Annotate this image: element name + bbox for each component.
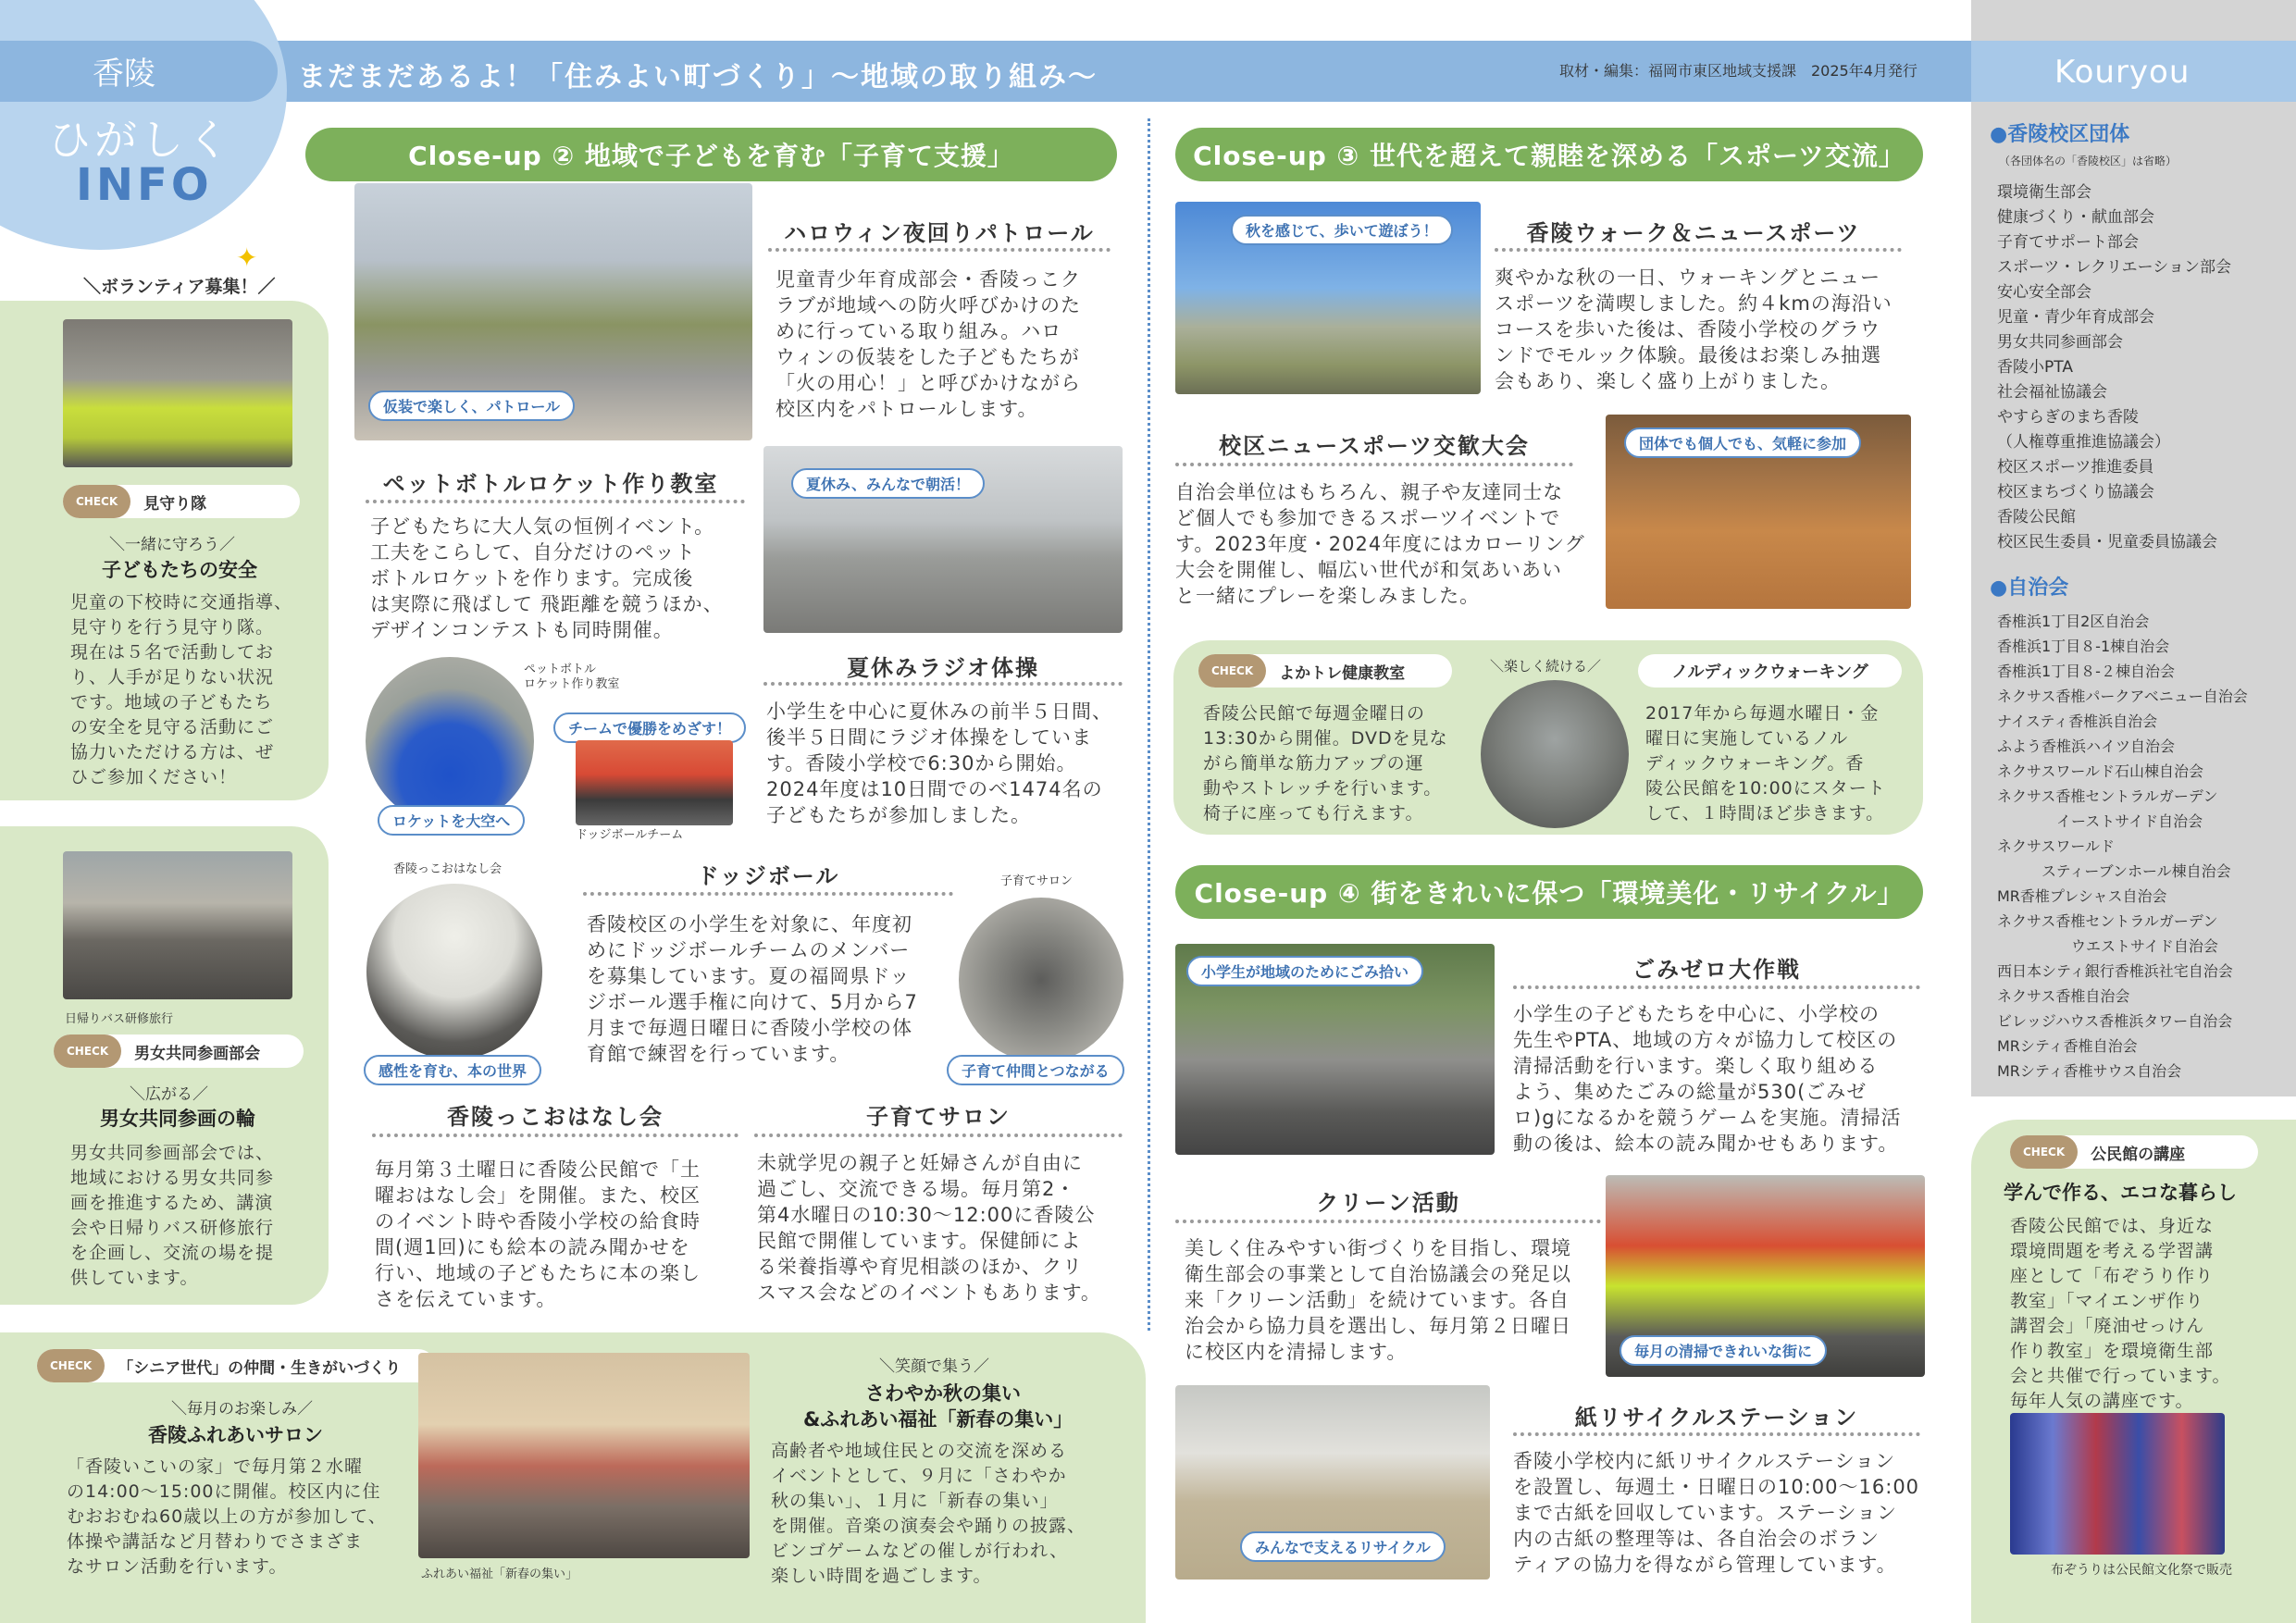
rocket-caption: ロケットを大空へ <box>378 805 525 836</box>
kouza-body: 香陵公民館では、身近な 環境問題を考える学習講 座として「布ぞうり作り 教室」「マイエンザ作り 講習会」「廃油せっけん 作り教室」を環境衛生部 会と共催で行っています。 毎年人気の講座です。 <box>2010 1216 2231 1411</box>
check-senior: CHECK 「シニア世代」の仲間・生きがいづくり <box>37 1349 435 1382</box>
walk-body: 爽やかな秋の一日、ウォーキングとニュー スポーツを満喫しました。約４kmの海沿い コースを歩いた後は、香陵小学校のグラウ ンドでモルック体験。最後はお楽しみ抽選 会もあり、楽しく盛り上がりました。 <box>1495 266 1893 392</box>
nordic-body: 2017年から毎週水曜日・金 曜日に実施しているノル ディックウォーキング。香 陵公民館を10:00にスタート して、１時間ほど歩きます。 <box>1645 703 1886 824</box>
side-header-title: Kouryou <box>2054 54 2191 91</box>
paper-body: 香陵小学校内に紙リサイクルステーション を設置し、毎週土・日曜日の10:00〜16:00 まで古紙を回収しています。ステーション 内の古紙の整理等は、各自治会のボラン ティアの協力を得ながら管理しています。 <box>1513 1450 1920 1576</box>
rocket-title: ペットボトルロケット作り教室 <box>382 471 719 497</box>
side-groups-list: 環境衛生部会 健康づくり・献血部会 子育てサポート部会 スポーツ・レクリエーション部会 安心安全部会 児童・青少年育成部会 男女共同参画部会 香陵小PTA 社会福祉協議会 やすらぎのまち香陵 （人権尊重推進協議会） 校区スポーツ推進委員 校区まちづくり協議会 香陵公民館 校区民生委員・児童委員協議会 <box>1997 183 2231 551</box>
dodge-body: 香陵校区の小学生を対象に、年度初 めにドッジボールチームのメンバー を募集しています。夏の福岡県ドッ ジボール選手権に向けて、5月から7 月まで毎週日曜日に香陵小学校の体 育館で練習を行っています。 <box>587 913 918 1065</box>
senior-body2: 高齢者や地域住民との交流を深める イベントとして、９月に「さわやか 秋の集い」、１月に「新春の集い」 を開催。音楽の演奏会や踊りの披露、 ビンゴゲームなどの催しが行われ、 楽しい時間を過ごします。 <box>771 1441 1086 1586</box>
yokatore-sub: ＼楽しく続ける／ <box>1490 658 1602 675</box>
divider <box>1513 985 1920 989</box>
kouza-photo-caption: 布ぞうりは公民館文化祭で販売 <box>2051 1563 2232 1578</box>
divider <box>366 500 745 503</box>
check-yokatore: CHECK よかトレ健康教室 <box>1198 654 1452 688</box>
dodge-photo <box>576 740 733 825</box>
newsports-caption: 団体でも個人でも、気軽に参加 <box>1624 427 1861 458</box>
danjo-title: 男女共同参画の輪 <box>100 1108 255 1130</box>
salon-caption: 子育て仲間とつながる <box>947 1055 1124 1085</box>
volunteer-label: ＼ボランティア募集！／ <box>83 277 276 297</box>
salon-body: 未就学児の親子と妊婦さんが自由に 過ごし、交流できる場。毎月第2・ 第4水曜日の10:30〜12:00に香陵公 民館で開催しています。保健師によ る栄養指導や育児相談のほか、クリ スマス会などのイベントもあります。 <box>757 1152 1101 1304</box>
divider <box>583 892 953 896</box>
divider <box>1175 1220 1601 1223</box>
divider <box>1175 463 1573 466</box>
yokatore-body: 香陵公民館で毎週金曜日の 13:30から開催。DVDを見な がら簡単な筋力アップの運 動やストレッチを行います。 椅子に座っても行えます。 <box>1203 703 1448 824</box>
divider <box>768 248 1111 252</box>
senior-title2b: &ふれあい福祉「新春の集い」 <box>803 1408 1074 1431</box>
walk-title: 香陵ウォーク＆ニュースポーツ <box>1526 220 1861 246</box>
clean-title: クリーン活動 <box>1316 1190 1460 1216</box>
nordic-photo <box>1481 680 1629 828</box>
side-councils-heading: ●自治会 <box>1990 576 2069 600</box>
ohanashi-caption: 感性を育む、本の世界 <box>364 1055 541 1085</box>
salon-title: 子育てサロン <box>866 1104 1011 1130</box>
nordic-tag: ノルディックウォーキング <box>1638 654 1902 688</box>
mimamori-photo <box>63 319 292 467</box>
side-groups-note: （各団体名の「香陵校区」は省略） <box>1999 155 2178 167</box>
mimamori-body: 児童の下校時に交通指導、 見守りを行う見守り隊。 現在は５名で活動してお り、人手が足りない状況 です。地域の子どもたち の安全を見守る活動にご 協力いただける方は、ぜ ひご参加ください！ <box>70 592 293 787</box>
dodge-caption: チームで優勝をめざす！ <box>553 712 746 743</box>
newsports-title: 校区ニュースポーツ交歓大会 <box>1219 433 1530 459</box>
danjo-sub: ＼広がる／ <box>130 1085 208 1104</box>
senior-photo-caption: ふれあい福祉「新春の集い」 <box>421 1567 578 1581</box>
volunteer-sparkle-icon: ✦ <box>236 242 258 273</box>
kouza-title: 学んで作る、エコな暮らし <box>2004 1182 2237 1204</box>
gomi-body: 小学生の子どもたちを中心に、小学校の 先生やPTA、地域の方々が協力して校区の 清掃活動を行います。楽しく取り組める よう、集めたごみの総量が530(ごみゼ ロ)gになるかを競うゲームを実施。清掃活 動の後は、絵本の読み聞かせもあります。 <box>1513 1003 1902 1155</box>
divider <box>1513 1432 1920 1436</box>
check-kouza: CHECK 公民館の講座 <box>2010 1135 2258 1169</box>
rocket-body: 子どもたちに大人気の恒例イベント。 工夫をこらして、自分だけのペット ボトルロケットを作ります。完成後 は実際に飛ばして 飛距離を競うほか、 デザインコンテストも同時開催。 <box>370 515 724 641</box>
dodge-label: ドッジボールチーム <box>576 828 684 842</box>
senior-photo <box>418 1353 750 1558</box>
rocket-photo <box>366 657 534 825</box>
brand-hiragana: ひがしく <box>48 115 233 165</box>
salon-photo <box>959 898 1123 1062</box>
divider <box>754 1134 1123 1137</box>
ohanashi-title: 香陵っこおはなし会 <box>447 1104 664 1130</box>
senior-title: 香陵ふれあいサロン <box>148 1424 323 1446</box>
page-title: まだまだあるよ！「住みよい町づくり」〜地域の取り組み〜 <box>298 61 1098 93</box>
senior-sub2: ＼笑顔で集う／ <box>879 1357 989 1376</box>
check-danjo: CHECK 男女共同参画部会 <box>54 1035 304 1068</box>
divider <box>1495 248 1902 252</box>
danjo-photo-caption: 日帰りバス研修旅行 <box>65 1012 174 1026</box>
senior-sub: ＼毎月のお楽しみ／ <box>171 1400 313 1419</box>
salon-label: 子育てサロン <box>1000 874 1074 888</box>
senior-body: 「香陵いこいの家」で毎月第２水曜 の14:00〜15:00に開催。校区内に住 むおおむね60歳以上の方が参加して、 体操や講話など月替わりでさまざま なサロン活動を行います。 <box>67 1456 387 1577</box>
column-divider <box>1148 118 1150 1331</box>
ohanashi-photo <box>366 884 542 1059</box>
halloween-body: 児童青少年育成部会・香陵っこク ラブが地域への防火呼びかけのた めに行っている取り組み。ハロ ウィンの仮装をした子どもたちが 「火の用心！」と呼びかけながら 校区内をパトロールします。 <box>776 268 1081 420</box>
divider <box>763 682 1123 686</box>
dodge-title: ドッジボール <box>696 863 840 889</box>
danjo-body: 男女共同参画部会では、 地域における男女共同参 画を推進するため、講演 会や日帰りバス研修旅行 を企画し、交流の場を提 供しています。 <box>70 1143 275 1288</box>
kouza-photo <box>2010 1413 2225 1555</box>
walk-caption: 秋を感じて、歩いて遊ぼう！ <box>1231 215 1453 245</box>
mimamori-sub: ＼一緒に守ろう／ <box>109 536 235 554</box>
paper-caption: みんなで支えるリサイクル <box>1240 1531 1446 1562</box>
halloween-caption: 仮装で楽しく、パトロール <box>368 390 575 421</box>
mimamori-title: 子どもたちの安全 <box>102 559 257 581</box>
radio-caption: 夏休み、みんなで朝活！ <box>791 468 985 499</box>
radio-title: 夏休みラジオ体操 <box>847 655 1039 681</box>
side-councils-list: 香椎浜1丁目2区自治会 香椎浜1丁目８-1棟自治会 香椎浜1丁目８-２棟自治会 ネクサス香椎パークアベニュー自治会 ナイスティ香椎浜自治会 ふよう香椎浜ハイツ自治会 ネクサスワールド石山棟自治会 ネクサス香椎セントラルガーデン イーストサイド自治会 ネクサスワールド スティーブンホール棟自治会 MR香椎プレシャス自治会 ネクサス香椎セントラルガーデン ウエストサイド自治会 西日本シティ銀行香椎浜社宅自治会 ネクサス香椎自治会 ビレッジハウス香椎浜タワー自治会 MRシティ香椎自治会 MRシティ香椎サウス自治会 <box>1997 613 2248 1080</box>
paper-title: 紙リサイクルステーション <box>1574 1405 1859 1431</box>
gomi-caption: 小学生が地域のためにごみ拾い <box>1186 956 1423 986</box>
side-groups-heading: ●香陵校区団体 <box>1990 123 2130 146</box>
senior-title2a: さわやか秋の集い <box>865 1382 1021 1405</box>
closeup3-banner: Close-up ③ 世代を超えて親睦を深める「スポーツ交流」 <box>1175 128 1923 181</box>
clean-body: 美しく住みやすい街づくりを目指し、環境 衛生部会の事業として自治協議会の発足以 来「クリーン活動」を続けています。各自 治会から協力員を選出し、毎月第２日曜日 に校区内を清掃します。 <box>1185 1237 1571 1363</box>
closeup2-banner: Close-up ② 地域で子どもを育む「子育て支援」 <box>305 128 1117 181</box>
newsports-body: 自治会単位はもちろん、親子や友達同士な ど個人でも参加できるスポーツイベントで す。2023年度・2024年度にはカローリング 大会を開催し、幅広い世代が和気あいあい と一緒にプレーを楽しみました。 <box>1175 481 1585 607</box>
check-mimamori: CHECK 見守り隊 <box>63 485 300 518</box>
halloween-title: ハロウィン夜回りパトロール <box>784 220 1095 246</box>
ohanashi-label: 香陵っこおはなし会 <box>393 862 503 876</box>
brand-label: 香陵 <box>93 56 155 93</box>
credit-line: 取材・編集：福岡市東区地域支援課 2025年4月発行 <box>1559 62 1917 80</box>
divider <box>372 1134 738 1137</box>
closeup4-banner: Close-up ④ 街をきれいに保つ「環境美化・リサイクル」 <box>1175 865 1923 919</box>
rocket-label: ペットボトル ロケット作り教室 <box>524 663 620 691</box>
danjo-photo <box>63 851 292 999</box>
ohanashi-body: 毎月第３土曜日に香陵公民館で「土 曜おはなし会」を開催。また、校区 のイベント時や香陵小学校の給食時 間(週1回)にも絵本の読み聞かせを 行い、地域の子どもたちに本の楽し さを伝えています。 <box>375 1158 701 1310</box>
brand-info: INFO <box>76 159 213 211</box>
gomi-title: ごみゼロ大作戦 <box>1632 957 1801 983</box>
radio-body: 小学生を中心に夏休みの前半５日間、 後半５日間にラジオ体操をしていま す。香陵小学校で6:30から開始。 2024年度は10日間でのべ1474名の 子どもたちが参加しました。 <box>766 700 1112 826</box>
clean-caption: 毎月の清掃できれいな街に <box>1620 1335 1827 1366</box>
